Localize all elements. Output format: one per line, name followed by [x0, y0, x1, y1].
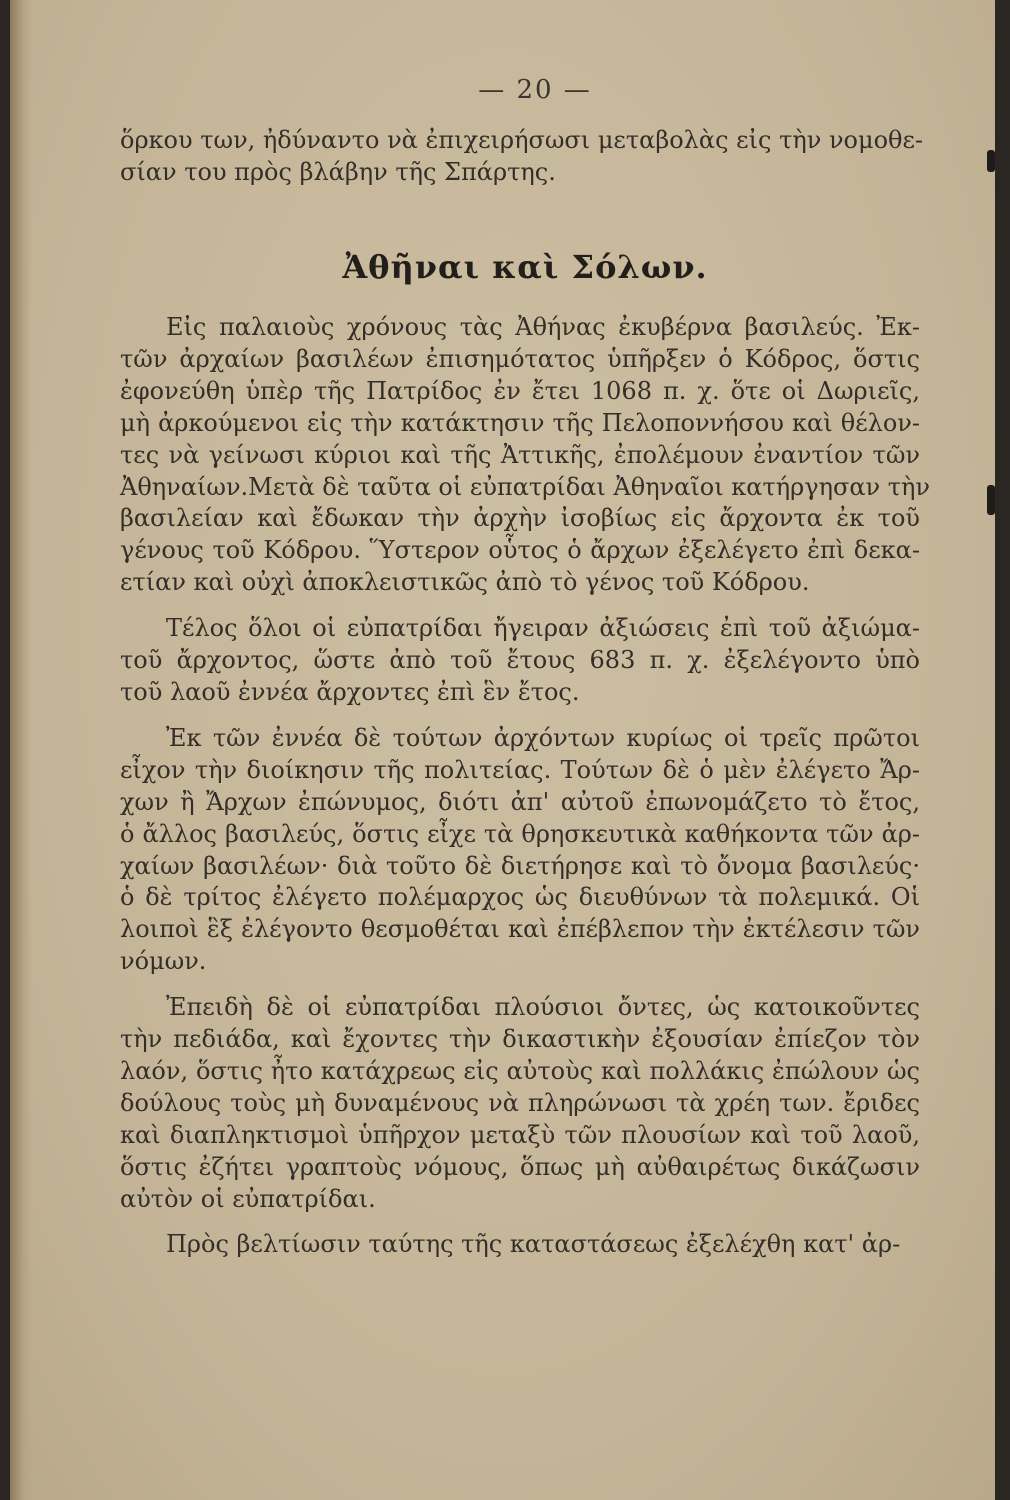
text-line: ετίαν καὶ οὐχὶ ἀποκλειστικῶς ἀπὸ τὸ γένος τοῦ Κόδρου.	[120, 568, 810, 597]
text-line: τες νὰ γείνωσι κύριοι καὶ τῆς Ἀττικῆς, ἐπολέμουν ἐναντίον τῶν	[120, 440, 920, 469]
text-line: σίαν του πρὸς βλάβην τῆς Σπάρτης.	[120, 157, 556, 186]
text-line: μὴ ἀρκούμενοι εἰς τὴν κατάκτησιν τῆς Πελοποννήσου καὶ θέλον-	[120, 408, 920, 437]
text-line: Ἐπειδὴ δὲ οἱ εὐπατρίδαι πλούσιοι ὄντες, ὡς κατοικοῦντες	[166, 993, 920, 1022]
text-line: Τέλος ὅλοι οἱ εὐπατρίδαι ἤγειραν ἀξιώσεις ἐπὶ τοῦ ἀξιώμα-	[166, 614, 920, 643]
text-line: ὅστις ἐζήτει γραπτοὺς νόμους, ὅπως μὴ αὐθαιρέτως δικάζωσιν	[120, 1152, 920, 1181]
margin-ink-mark	[987, 485, 995, 515]
intro-text	[120, 125, 924, 189]
text-line: ὁ ἄλλος βασιλεύς, ὅστις εἶχε τὰ θρησκευτικὰ καθήκοντα τῶν ἀρ-	[120, 819, 920, 848]
text-line: δούλους τοὺς μὴ δυναμένους νὰ πληρώνωσι τὰ χρέη των. ἔριδες	[120, 1088, 920, 1117]
text-line: χων ἢ Ἄρχων ἐπώνυμος, διότι ἀπ' αὐτοῦ ἐπωνομάζετο τὸ ἔτος,	[120, 787, 920, 816]
paragraph	[120, 613, 920, 709]
paragraph	[120, 1229, 920, 1261]
paragraph	[120, 723, 920, 978]
scanned-page	[10, 0, 995, 1500]
paragraph	[120, 312, 931, 599]
text-line: λαόν, ὅστις ἦτο κατάχρεως εἰς αὐτοὺς καὶ πολλάκις ἐπώλουν ὡς	[120, 1056, 920, 1085]
text-line: εἶχον τὴν διοίκησιν τῆς πολιτείας. Τούτων δὲ ὁ μὲν ἐλέγετο Ἄρ-	[120, 755, 920, 784]
page-number: — 20 —	[478, 75, 592, 105]
text-line: νόμων.	[120, 947, 207, 976]
text-line: Εἰς παλαιοὺς χρόνους τὰς Ἀθήνας ἐκυβέρνα βασιλεύς. Ἐκ-	[166, 313, 920, 341]
body-text	[120, 312, 931, 1275]
text-line: αὐτὸν οἱ εὐπατρίδαι.	[120, 1184, 376, 1213]
text-line: Πρὸς βελτίωσιν ταύτης τῆς καταστάσεως ἐξελέχθη κατ' ἀρ-	[166, 1230, 901, 1259]
text-line: τοῦ ἄρχοντος, ὥστε ἀπὸ τοῦ ἔτους 683 π. χ. ἐξελέγοντο ὑπὸ	[120, 646, 920, 675]
paragraph	[120, 992, 920, 1215]
text-line: γένους τοῦ Κόδρου. Ὕστερον οὗτος ὁ ἄρχων ἐξελέγετο ἐπὶ δεκα-	[120, 536, 920, 565]
text-line: βασιλείαν καὶ ἔδωκαν τὴν ἀρχὴν ἰσοβίως εἰς ἄρχοντα ἐκ τοῦ	[120, 504, 920, 533]
text-line: καὶ διαπληκτισμοὶ ὑπῆρχον μεταξὺ τῶν πλουσίων καὶ τοῦ λαοῦ,	[120, 1120, 920, 1149]
text-line: λοιποὶ ἓξ ἐλέγοντο θεσμοθέται καὶ ἐπέβλεπον τὴν ἐκτέλεσιν τῶν	[120, 915, 920, 944]
book-spine-shadow	[10, 0, 32, 1500]
text-line: ὁ δὲ τρίτος ἐλέγετο πολέμαρχος ὡς διευθύνων τὰ πολεμικά. Οἱ	[120, 883, 920, 912]
text-line: ὅρκου των, ἠδύναντο νὰ ἐπιχειρήσωσι μεταβολὰς εἰς τὴν νομοθε-	[120, 126, 924, 154]
margin-ink-mark	[987, 150, 995, 172]
text-line: Ἐκ τῶν ἐννέα δὲ τούτων ἀρχόντων κυρίως οἱ τρεῖς πρῶτοι	[166, 723, 920, 752]
text-line: τοῦ λαοῦ ἐννέα ἄρχοντες ἐπὶ ἓν ἔτος.	[120, 677, 580, 706]
text-line: ἐφονεύθη ὑπὲρ τῆς Πατρίδος ἐν ἔτει 1068 π. χ. ὅτε οἱ Δωριεῖς,	[120, 376, 920, 405]
text-line: χαίων βασιλέων· διὰ τοῦτο δὲ διετήρησε καὶ τὸ ὄνομα βασιλεύς·	[120, 851, 920, 880]
text-line: τῶν ἀρχαίων βασιλέων ἐπισημότατος ὑπῆρξεν ὁ Κόδρος, ὅστις	[120, 344, 920, 373]
section-heading: Ἀθῆναι καὶ Σόλων.	[342, 248, 708, 286]
text-line: τὴν πεδιάδα, καὶ ἔχοντες τὴν δικαστικὴν ἐξουσίαν ἐπίεζον τὸν	[120, 1025, 920, 1054]
text-line: Ἀθηναίων.Μετὰ δὲ ταῦτα οἱ εὐπατρίδαι Ἀθηναῖοι κατήργησαν τὴν	[120, 472, 931, 501]
